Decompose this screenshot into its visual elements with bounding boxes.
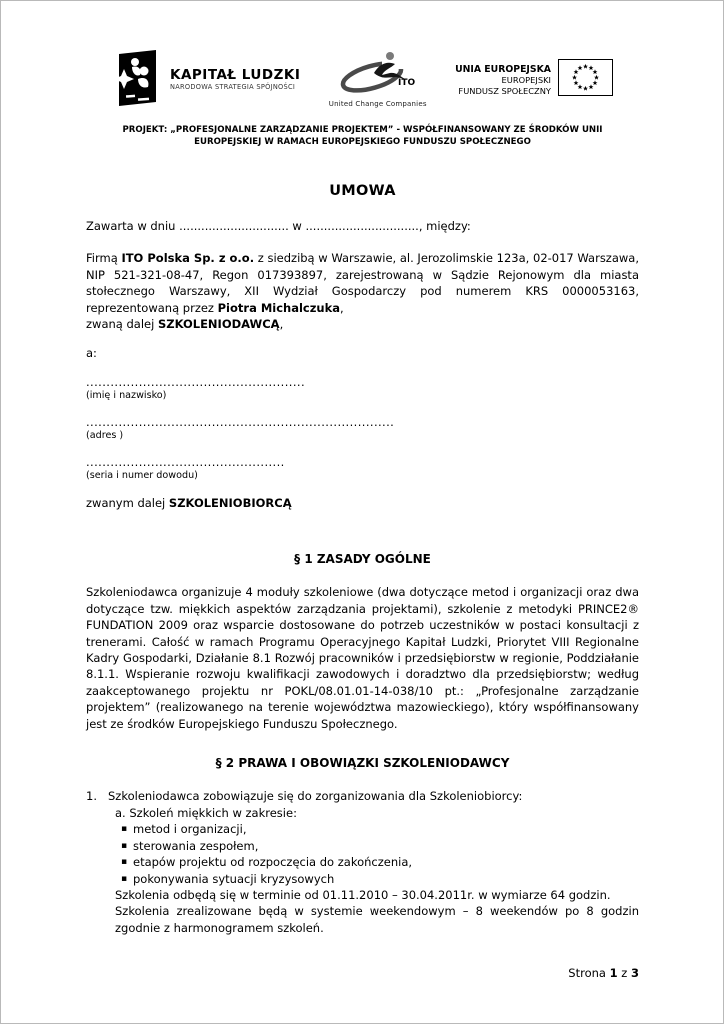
schedule-paragraph: Szkolenia odbędą się w terminie od 01.11.2010 – 30.04.2011r. w wymiarze 64 godzin. [115, 887, 611, 902]
address-field-label: (adres ) [86, 430, 124, 442]
called-prefix: zwaną dalej [86, 316, 158, 331]
bullet-text: metod i organizacji, [133, 822, 247, 837]
square-bullet-icon: ▪ [121, 824, 128, 835]
eu-flag-icon [558, 59, 613, 100]
eu-logo-text [455, 64, 551, 96]
bullet-item [121, 821, 639, 837]
section2-heading: § 2 PRAWA I OBOWIĄZKI SZKOLENIODAWCY [215, 756, 510, 771]
bullet-item [121, 871, 639, 887]
kapital-ludzki-logo-text [170, 68, 300, 93]
kapital-ludzki-flag-icon [112, 49, 162, 111]
ito-logo-icon [332, 51, 424, 101]
section2-item1 [86, 788, 639, 936]
date-line-text: Zawarta w dniu [86, 218, 180, 233]
square-bullet-icon: ▪ [121, 857, 128, 868]
ito-logo [329, 51, 427, 109]
eu-logo-line2: EUROPEJSKI [501, 75, 551, 86]
section1-body: Szkoleniodawca organizuje 4 moduły szkoleniowe (dwa dotyczące metod i organizacji oraz dwa dotyczące tzw. miękkich aspektów zarządzania projektami), szkolenie z metodyki PRINCE2® FUNDATION 2009 oraz wsparcie dostosowane do potrzeb uczestników w postaci konsultacji z trenerami. Całość w ramach Programu Operacyjnego Kapitał Ludzki, Priorytet VIII Regionalne Kadry Gospodarki, Działanie 8.1 Rozwój pracowników i przedsiębiorstw w regionie, Poddziałanie 8.1.1. Wspieranie rozwoju kwalifikacji zawodowych i doradztwo dla przedsiębiorstw; według zaakceptowanego projektu nr POKL/08.01.01-14-038/10 pt.: „Profesjonalne zarządzanie projektem” (realizowanego na terenie województwa mazowieckiego), który współfinansowany jest ze środków Europejskiego Funduszu Społecznego. [86, 585, 639, 731]
kapital-ludzki-subtitle: NARODOWA STRATEGIA SPÓJNOŚCI [170, 83, 296, 92]
square-bullet-icon: ▪ [121, 840, 128, 851]
firm-name: ITO Polska Sp. z o.o. [121, 251, 255, 266]
item1-text: Szkoleniodawca zobowiązuje się do zorganizowania dla Szkoleniobiorcy: [108, 789, 523, 804]
ito-logo-wordmark: ITO [397, 77, 415, 88]
address-field [86, 414, 639, 442]
current-page: 1 [609, 965, 618, 980]
called-suffix: , [279, 316, 284, 331]
called-party-line [86, 495, 639, 511]
eu-logo-line3: FUNDUSZ SPOŁECZNY [458, 85, 551, 96]
party-firm-paragraph [86, 250, 639, 332]
date-line [86, 218, 639, 234]
bullet-item [121, 838, 639, 854]
party-firm-text: Firmą [86, 251, 122, 266]
address-field-blank: ............................................................................ [86, 414, 395, 429]
page-number [568, 965, 639, 981]
item1-number: 1. [86, 789, 97, 804]
kapital-ludzki-title: KAPITAŁ LUDZKI [170, 66, 301, 83]
bullet-text: etapów projektu od rozpoczęcia do zakończenia, [133, 855, 413, 870]
page-number-label: Strona [568, 965, 610, 980]
eu-logo [455, 59, 613, 100]
logo-header [86, 47, 639, 113]
name-field-blank: ...................................................... [86, 374, 305, 389]
weekend-system-paragraph: Szkolenia zrealizowane będą w systemie weekendowym – 8 weekendów po 8 godzin zgodnie z harmonogramem szkoleń. [115, 904, 639, 935]
date-blank: .............................. [179, 218, 289, 233]
name-field-label: (imię i nazwisko) [86, 390, 167, 402]
name-field [86, 374, 639, 402]
item1-sub-a: a. Szkoleń miękkich w zakresie: [115, 805, 297, 820]
total-pages: 3 [630, 965, 639, 980]
bullet-item [121, 854, 639, 870]
page-number-separator: z [617, 965, 631, 980]
trainer-term: SZKOLENIODAWCĄ [157, 316, 280, 331]
place-blank: ............................... [305, 218, 419, 233]
id-number-field-label: (seria i numer dowodu) [86, 470, 198, 482]
square-bullet-icon: ▪ [121, 873, 128, 884]
eu-logo-line1: UNIA EUROPEJSKA [455, 63, 551, 75]
section1-heading: § 1 ZASADY OGÓLNE [294, 552, 431, 567]
firm-details: z siedzibą w Warszawie, al. Jerozolimskie 123a, 02-017 Warszawa, NIP 521-321-08-47, Regon 017393897, zarejestrowaną w Sądzie Rejonowym dla miasta stołecznego Warszawy, XII Wydział Gospodarczy pod numerem KRS 0000053163, reprezentowaną przez [86, 251, 639, 315]
place-text: w [288, 218, 306, 233]
party-firm-comma: , [340, 300, 344, 315]
bullet-text: sterowania zespołem, [133, 838, 259, 853]
kapital-ludzki-logo [112, 49, 300, 111]
representative-name: Piotra Michalczuka [217, 300, 341, 315]
bullet-text: pokonywania sytuacji kryzysowych [133, 871, 335, 886]
and-label: a: [86, 346, 97, 361]
id-number-field-blank: ................................................. [86, 454, 285, 469]
called-party-prefix: zwanym dalej [86, 495, 169, 510]
trainee-term: SZKOLENIOBIORCĄ [168, 495, 292, 510]
document-title: UMOWA [329, 183, 396, 200]
between-text: , między: [418, 218, 471, 233]
id-number-field [86, 454, 639, 482]
item1-body [108, 788, 639, 936]
ito-logo-subtitle: United Change Companies [328, 100, 427, 109]
project-note: PROJEKT: „PROFESJONALNE ZARZĄDZANIE PROJEKTEM” - WSPÓŁFINANSOWANY ZE ŚRODKÓW UNII EUROPEJSKIEJ W RAMACH EUROPEJSKIEGO FUNDUSZU SPOŁECZNEGO [122, 125, 603, 148]
